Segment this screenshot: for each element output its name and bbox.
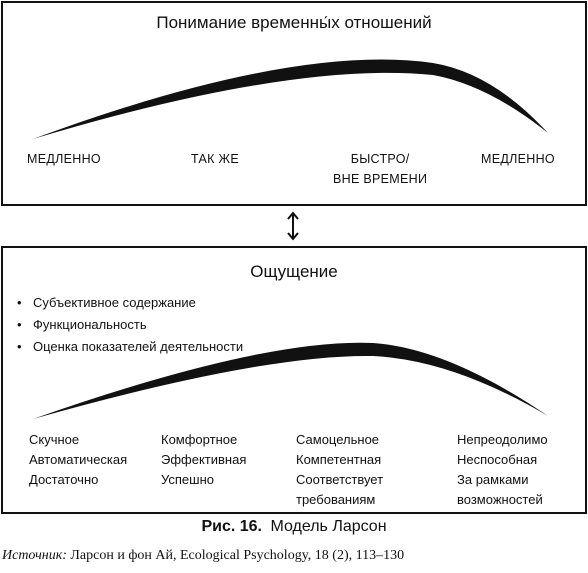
figure-title: Модель Ларсон: [270, 518, 387, 535]
experience-column-1: [29, 430, 127, 490]
column-item: требованиям: [296, 492, 376, 507]
column-item: За рамками: [457, 472, 529, 487]
column-item: Комфортное: [161, 432, 238, 447]
time-label-3: БЫСТРО/ ВНЕ ВРЕМЕНИ: [333, 152, 428, 186]
experience-column-2: [161, 430, 246, 490]
column-item: Самоцельное: [296, 432, 380, 447]
column-item: Компетентная: [296, 452, 382, 467]
column-item: Достаточно: [29, 472, 99, 487]
column-item: Неспособная: [457, 452, 538, 467]
source-text: Ларсон и фон Ай, Ecological Psychology, 18 (2), 113–130: [70, 548, 405, 563]
double-vertical-arrow-icon: [283, 210, 303, 242]
column-item: Соответствует: [296, 472, 384, 487]
time-perception-title: Понимание временны́х отношений: [156, 13, 432, 32]
time-perception-panel: [1, 1, 587, 206]
bullet-item: • Оценка показателей деятельности: [17, 336, 243, 358]
column-item: Успешно: [161, 472, 214, 487]
experience-panel: [1, 246, 587, 514]
column-item: Скучное: [29, 432, 80, 447]
experience-column-3: [296, 430, 383, 510]
figure-caption: [0, 518, 588, 536]
time-label-2: ТАК ЖЕ: [191, 152, 239, 166]
source-prefix: Источник:: [2, 548, 67, 563]
time-label-1: МЕДЛЕННО: [27, 152, 101, 166]
column-item: Автоматическая: [29, 452, 128, 467]
time-label-4: МЕДЛЕННО: [481, 152, 555, 166]
figure-number: Рис. 16.: [201, 518, 262, 535]
source-line: [2, 548, 404, 564]
time-perception-curve: [3, 3, 585, 204]
column-item: возможностей: [457, 492, 543, 507]
column-item: Эффективная: [161, 452, 247, 467]
experience-title: Ощущение: [250, 262, 338, 281]
bullet-item: • Функциональность: [17, 314, 243, 336]
column-item: Непреодолимо: [457, 432, 548, 447]
experience-column-4: [457, 430, 548, 510]
bullet-item: • Субъективное содержание: [17, 292, 243, 314]
